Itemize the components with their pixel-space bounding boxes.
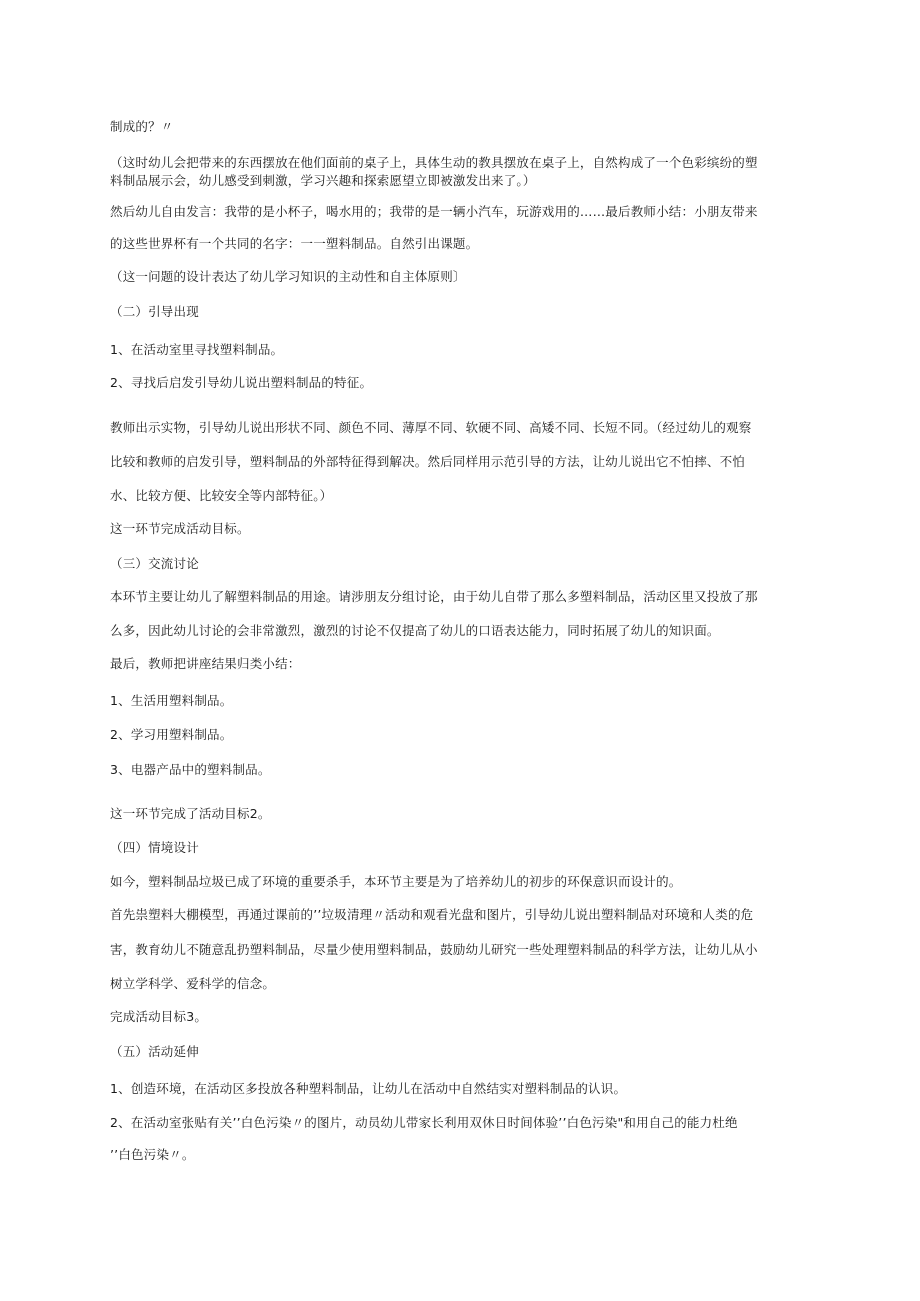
- text-line: 本环节主要让幼儿了解塑料制品的用途。请涉朋友分组讨论，由于幼儿自带了那么多塑料制品，活动区里又投放了那: [110, 589, 758, 604]
- text-line: 的这些世界杯有一个共同的名字：一一塑料制品。自然引出课题。: [110, 236, 479, 251]
- section-heading: （五）活动延伸: [110, 1044, 199, 1059]
- list-item: 2、寻找后启发引导幼儿说出塑料制品的特征。: [110, 375, 373, 390]
- list-item: 1、生活用塑料制品。: [110, 693, 233, 708]
- text-line: 教师出示实物，引导幼儿说出形状不同、颜色不同、薄厚不同、软硬不同、高矮不同、长短不同。（经过幼儿的观察: [110, 420, 752, 435]
- text-line: 如今，塑料制品垃圾已成了环境的重要杀手，本环节主要是为了培养幼儿的初步的环保意识而设计的。: [110, 874, 682, 889]
- text-line: 这一环节完成了活动目标2。: [110, 806, 271, 821]
- section-heading: （二）引导出现: [110, 304, 199, 319]
- text-line: （这一问题的设计表达了幼儿学习知识的主动性和自主体原则〕: [110, 269, 466, 284]
- text-line: 料制品展示会，幼儿感受到刺激，学习兴趣和探索愿望立即被激发出来了。）: [110, 173, 536, 188]
- text-line: 这一环节完成活动目标。: [110, 521, 250, 536]
- text-line: 树立学科学、爱科学的信念。: [110, 976, 276, 991]
- text-line: （这时幼儿会把带来的东西摆放在他们面前的桌子上，具体生动的教具摆放在桌子上，自然构成了一个色彩缤纷的塑: [110, 155, 758, 170]
- list-item: 2、学习用塑料制品。: [110, 727, 233, 742]
- text-line: 制成的？〃: [110, 119, 174, 134]
- text-line: 完成活动目标3。: [110, 1009, 208, 1024]
- section-heading: （四）情境设计: [110, 840, 199, 855]
- text-line: 害，教育幼儿不随意乱扔塑料制品，尽量少使用塑料制品，鼓励幼儿研究一些处理塑料制品的科学方法，让幼儿从小: [110, 942, 758, 957]
- text-line: 最后，教师把讲座结果归类小结：: [110, 656, 301, 671]
- text-line: 然后幼儿自由发言：我带的是小杯子，喝水用的；我带的是一辆小汽车，玩游戏用的……最后教师小结：小朋友带来: [110, 204, 758, 219]
- list-item: 2、在活动室张贴有关’’白色污染〃的图片，动员幼儿带家长利用双休日时间体验’’白色污染"和用自己的能力杜绝: [110, 1115, 738, 1130]
- list-item: ’’白色污染〃。: [110, 1147, 195, 1162]
- text-line: 么多，因此幼儿讨论的会非常激烈，激烈的讨论不仅提高了幼儿的口语表达能力，同时拓展了幼儿的知识面。: [110, 623, 720, 638]
- list-item: 1、在活动室里寻找塑料制品。: [110, 342, 284, 357]
- section-heading: （三）交流讨论: [110, 556, 199, 571]
- text-line: 比较和教师的启发引导，塑料制品的外部特征得到解决。然后同样用示范引导的方法，让幼儿说出它不怕摔、不怕: [110, 454, 746, 469]
- list-item: 1、创造环境，在活动区多投放各种塑料制品，让幼儿在活动中自然结实对塑料制品的认识。: [110, 1081, 627, 1096]
- list-item: 3、电器产品中的塑料制品。: [110, 762, 271, 777]
- text-line: 水、比较方便、比较安全等内部特征。）: [110, 488, 333, 503]
- text-line: 首先祟塑料大棚模型，再通过课前的’’垃圾清理〃活动和观看光盘和图片，引导幼儿说出塑料制品对环境和人类的危: [110, 907, 754, 922]
